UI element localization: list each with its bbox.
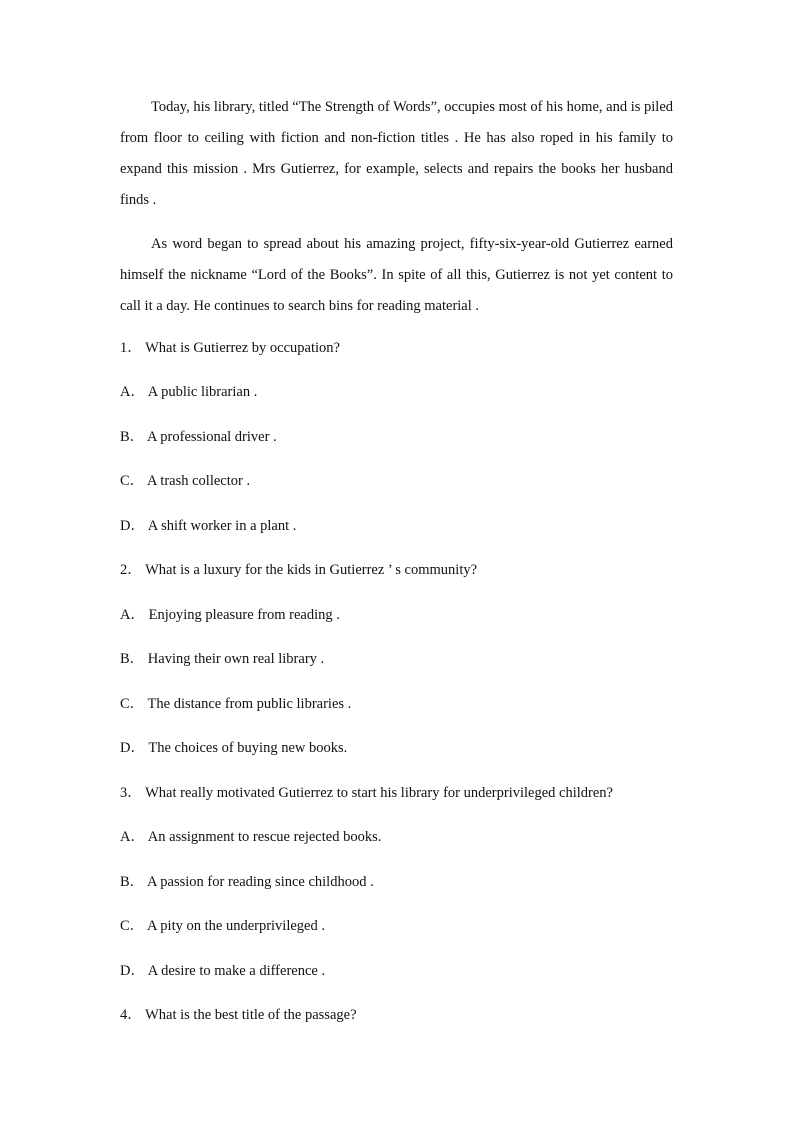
- question-3-option-c: C． A pity on the underprivileged .: [120, 918, 325, 934]
- question-2-option-b: B． Having their own real library .: [120, 651, 325, 667]
- question-1-option-a: A． A public librarian .: [120, 384, 258, 400]
- question-3-option-b: B． A passion for reading since childhood .: [120, 874, 374, 890]
- question-4-stem: 4． What is the best title of the passage?: [120, 1007, 357, 1023]
- question-3-stem: 3． What really motivated Gutierrez to start his library for underprivileged children?: [120, 785, 613, 801]
- question-3-option-d: D． A desire to make a difference .: [120, 963, 326, 979]
- question-1-option-c: C． A trash collector .: [120, 473, 251, 489]
- question-1-option-b: B． A professional driver .: [120, 429, 277, 445]
- question-2-option-c: C． The distance from public libraries .: [120, 696, 352, 712]
- passage-paragraph-1: Today, his library, titled “The Strength of Words”, occupies most of his home, and is piled from floor to ceiling with fiction and non-fiction titles . He has also roped in his family to expand this mission . Mrs Gutierrez, for example, selects and repairs the books her husband finds .: [120, 99, 673, 208]
- question-2-option-a: A． Enjoying pleasure from reading .: [120, 607, 340, 623]
- question-3-option-a: A． An assignment to rescue rejected books.: [120, 829, 382, 845]
- question-2-option-d: D． The choices of buying new books.: [120, 740, 348, 756]
- question-1-stem: 1． What is Gutierrez by occupation?: [120, 340, 340, 356]
- question-2-stem: 2． What is a luxury for the kids in Gutierrez ’ s community?: [120, 562, 478, 578]
- passage-paragraph-2: As word began to spread about his amazing project, fifty-six-year-old Gutierrez earned himself the nickname “Lord of the Books”. In spite of all this, Gutierrez is not yet content to call it a day. He continues to search bins for reading material .: [120, 236, 673, 314]
- question-1-option-d: D． A shift worker in a plant .: [120, 518, 297, 534]
